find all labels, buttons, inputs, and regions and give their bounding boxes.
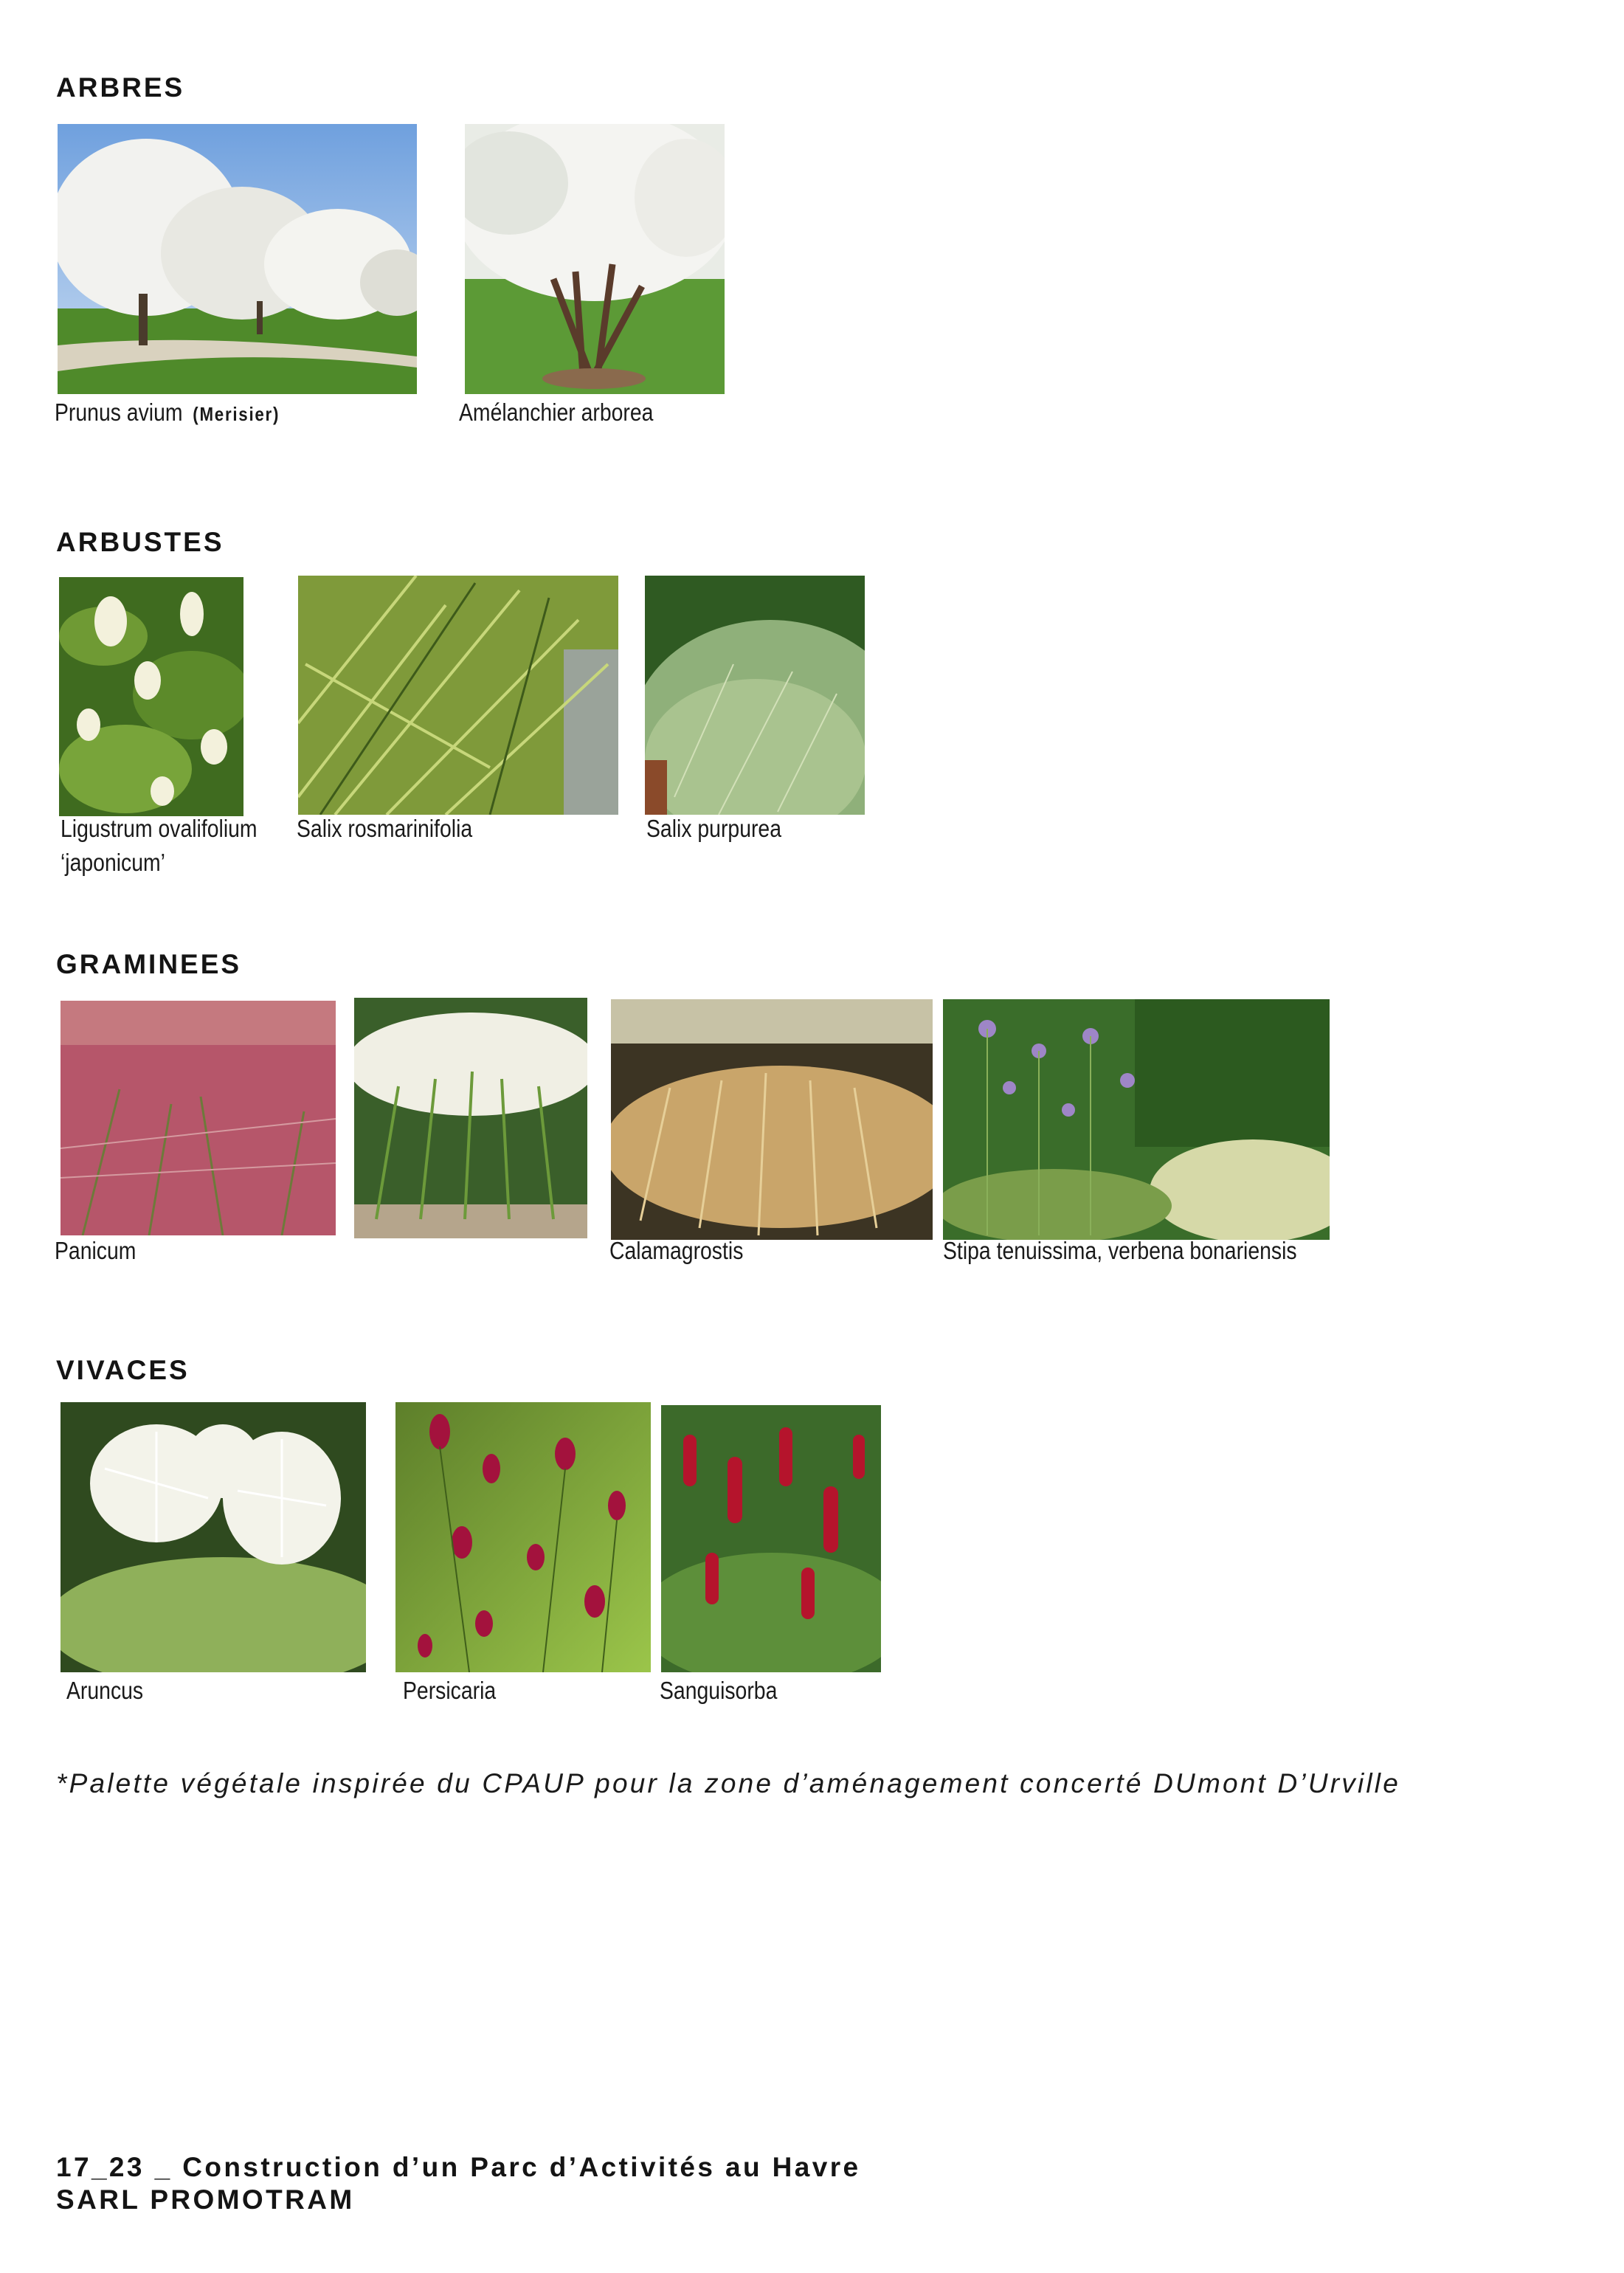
photo-prunus-avium: [58, 124, 417, 394]
caption-persicaria: Persicaria: [403, 1677, 497, 1704]
palette-footnote: *Palette végétale inspirée du CPAUP pour la zone d’aménagement concerté DUmont D’Urville: [56, 1768, 1400, 1798]
caption-salix-purpurea: Salix purpurea: [646, 815, 782, 842]
caption-panicum: Panicum: [55, 1237, 137, 1264]
caption-stipa-verbena: Stipa tenuissima, verbena bonariensis: [943, 1237, 1297, 1264]
photo-sanguisorba: [661, 1405, 881, 1672]
caption-ligustrum-2: ‘japonicum’: [61, 849, 165, 876]
caption-aruncus: Aruncus: [66, 1677, 144, 1704]
photo-ligustrum: [59, 577, 243, 816]
caption-prunus-avium: Prunus avium (Merisier): [55, 399, 280, 426]
caption-salix-rosmarinifolia: Salix rosmarinifolia: [297, 815, 473, 842]
section-title-arbustes: ARBUSTES: [56, 527, 224, 557]
photo-aruncus: [61, 1402, 366, 1672]
caption-ligustrum-1: Ligustrum ovalifolium: [61, 815, 258, 842]
caption-calamagrostis: Calamagrostis: [609, 1237, 744, 1264]
photo-calamagrostis: [611, 999, 933, 1240]
photo-salix-purpurea: [645, 576, 865, 815]
section-title-graminees: GRAMINEES: [56, 949, 242, 979]
photo-stipa-verbena: [943, 999, 1330, 1240]
photo-panicum: [61, 1001, 336, 1235]
photo-amelanchier-arborea: [465, 124, 725, 394]
caption-amelanchier: Amélanchier arborea: [459, 399, 654, 426]
photo-miscanthus: [354, 998, 587, 1238]
caption-note-merisier: (Merisier): [193, 403, 280, 425]
footer-company: SARL PROMOTRAM: [56, 2184, 355, 2215]
caption-sanguisorba: Sanguisorba: [660, 1677, 778, 1704]
section-title-arbres: ARBRES: [56, 72, 185, 103]
section-title-vivaces: VIVACES: [56, 1355, 190, 1385]
photo-persicaria: [395, 1402, 651, 1672]
photo-salix-rosmarinifolia: [298, 576, 618, 815]
footer-project-title: 17_23 _ Construction d’un Parc d’Activités au Havre: [56, 2152, 861, 2182]
